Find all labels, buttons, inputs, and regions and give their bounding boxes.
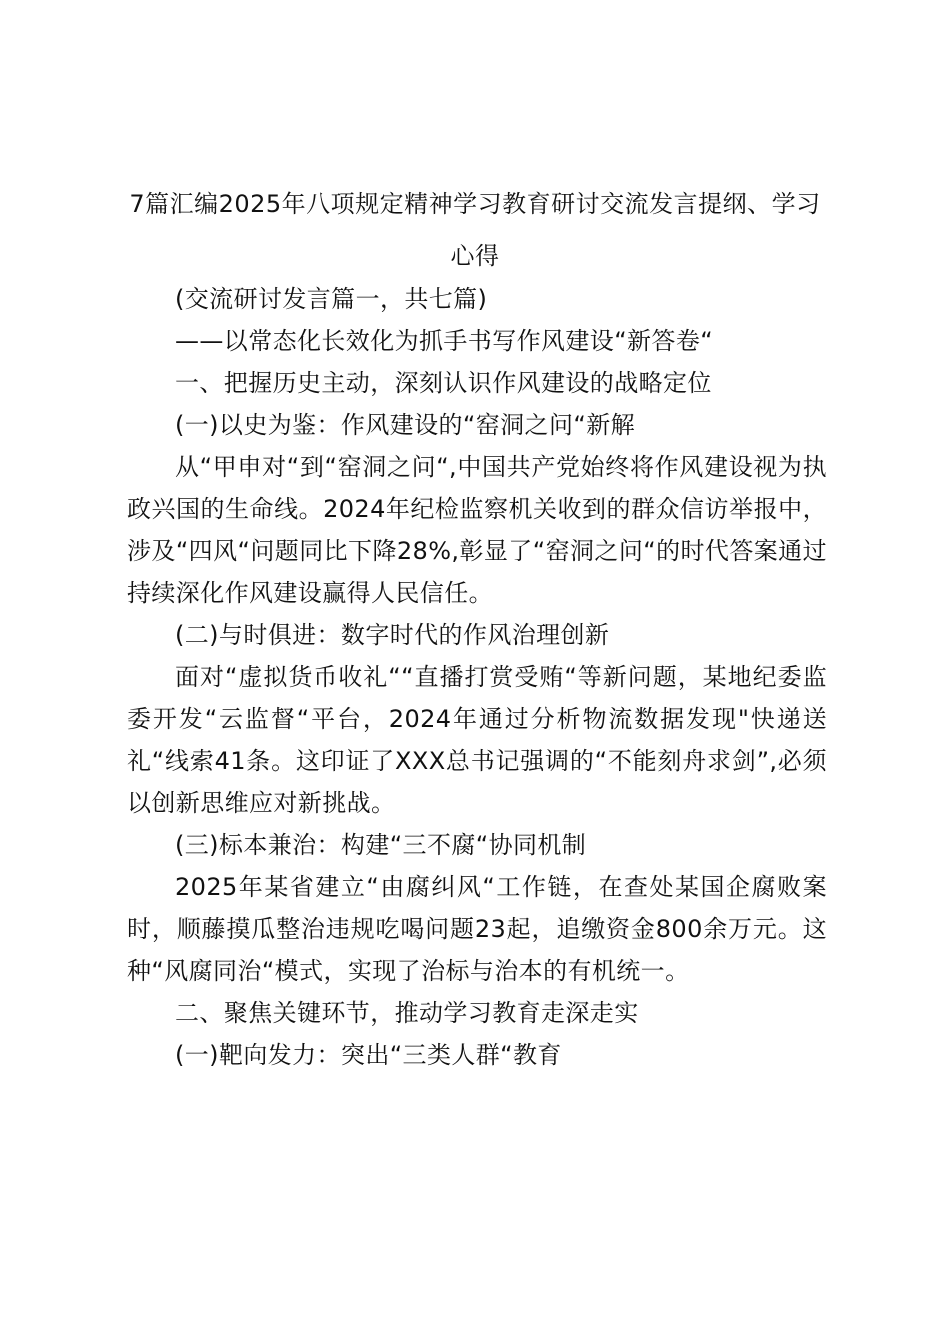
section-heading-2: 二、聚焦关键环节，推动学习教育走深走实 bbox=[175, 999, 639, 1027]
paragraph-series-note: (交流研讨发言篇一，共七篇) bbox=[175, 285, 488, 313]
subsection-heading-2-1: (一)靶向发力：突出“三类人群“教育 bbox=[175, 1041, 562, 1069]
document-body bbox=[127, 278, 827, 1076]
subsection-heading-1-3: (三)标本兼治：构建“三不腐“协同机制 bbox=[175, 831, 587, 859]
subsection-heading-1-2: (二)与时俱进：数字时代的作风治理创新 bbox=[175, 621, 610, 649]
paragraph-subtitle: ——以常态化长效化为抓手书写作风建设“新答卷“ bbox=[175, 327, 714, 355]
document-title: 7篇汇编2025年八项规定精神学习教育研讨交流发言提纲、学习心得 bbox=[129, 190, 821, 270]
paragraph-body: 从“甲申对“到“窑洞之问“,中国共产党始终将作风建设视为执政兴国的生命线。2024年纪检监察机关收到的群众信访举报中，涉及“四风“问题同比下降28%,彰显了“窑洞之问“的时代答案通过持续深化作风建设赢得人民信任。 bbox=[127, 453, 827, 607]
paragraph-body: 面对“虚拟货币收礼““直播打赏受贿“等新问题，某地纪委监委开发“云监督“平台，2024年通过分析物流数据发现"快递送礼“线索41条。这印证了XXX总书记强调的“不能刻舟求剑”,必须以创新思维应对新挑战。 bbox=[127, 663, 827, 817]
subsection-heading-1-1: (一)以史为鉴：作风建设的“窑洞之问“新解 bbox=[175, 411, 635, 439]
paragraph-body: 2025年某省建立“由腐纠风“工作链，在查处某国企腐败案时，顺藤摸瓜整治违规吃喝问题23起，追缴资金800余万元。这种“风腐同治“模式，实现了治标与治本的有机统一。 bbox=[127, 873, 827, 985]
section-heading-1: 一、把握历史主动，深刻认识作风建设的战略定位 bbox=[175, 369, 712, 397]
